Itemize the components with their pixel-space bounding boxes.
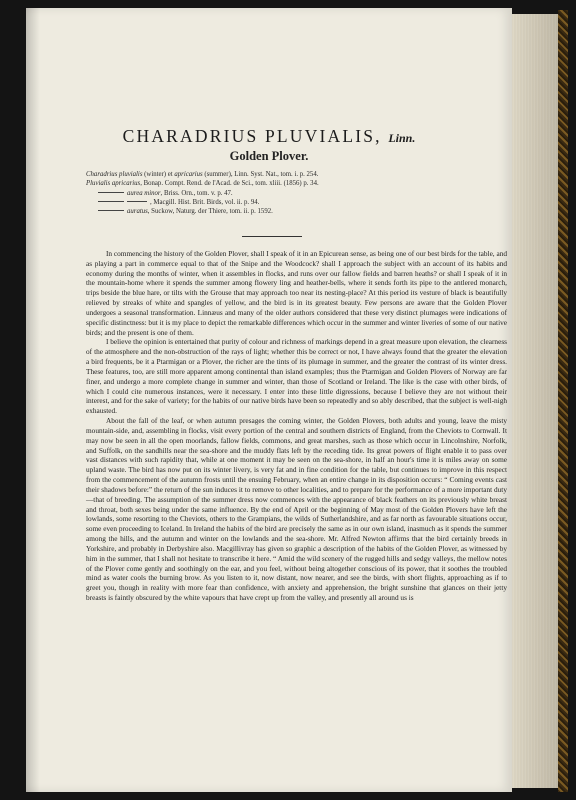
- page-title: [26, 126, 512, 147]
- synonym-line: aurea minor, Briss. Orn., tom. v. p. 47.: [86, 189, 486, 198]
- synonym-line: auratus, Suckow, Naturg. der Thiere, tom. ii. p. 1592.: [86, 207, 486, 216]
- paragraph: About the fall of the leaf, or when autumn presages the coming winter, the Golden Plovers, both adults and young, leave the misty mountain-side, and, assembling in flocks, visit every portion of the central and southern districts of England, from the Cheviots to Cornwall. It may now be seen in all the open moorlands, fallow fields, commons, and great marshes, such as those which occur in Lincolnshire, Norfolk, and Suffolk, on the sandhills near the sea-shore and the muddy flats left by the receding tide. Its great powers of flight enable it to pass over vast distances with such rapidity that, while at one moment it may be seen on the sea-shore, in half an hour's time it is miles away on some upland waste. The bird has now put on its winter livery, is very fat and in fine condition for the table, but continues to improve in this respect from the commencement of the autumn frosts until the ensuing February, when an entire change in its disposition occurs: “ Coming events cast their shadows before:” the return of the sun induces it to remove to other localities, and to prepare for the performance of a more important duty—that of breeding. The assumption of the summer dress now commences with the appearance of black feathers on its previously white breast and throat, both sexes being under the same influence. By the end of April or the beginning of May most of the Golden Plovers have left the lowlands, some resorting to the Cheviots, others to the Grampians, the wilds of Sutherlandshire, and as far north as favourable situations occur, some even proceeding to Iceland. In Ireland the habits of the bird are precisely the same as in our own island, inasmuch as it spends the summer among the hills, and the autumn and winter on the lowlands and the sea-shore. Mr. Alfred Newton affirms that the bird certainly breeds in Yorkshire, and probably in Derbyshire also. Macgillivray has given so graphic a description of the habits of the Golden Plover, as witnessed by him in the summer, that I shall not hesitate to transcribe it here. “ Amid the wild scenery of the rugged hills and sedgy valleys, the mellow notes of the Plover come gently and soothingly on the ear, and you feel, without being altogether conscious of its power, that it soothes the troubled mind as water cools the burning brow. As you listen to it, now distant, now nearer, and see the birds, with short flights, approaching as if to greet you, though in reality with more fear than confidence, with anxiety and apprehension, the bright sunshine that glances on their jetty breasts is faintly obscured by the white vapours that have crept up from the valley, and presently all around us is: [86, 416, 507, 602]
- page-edges: [512, 14, 562, 788]
- ditto-dash: [98, 201, 124, 202]
- ditto-dash: [98, 210, 124, 211]
- synonym-line: Charadrius pluvialis (winter) et apricarius (summer), Linn. Syst. Nat., tom. i. p. 254.: [86, 171, 319, 178]
- body-text: [86, 249, 507, 603]
- paragraph: In commencing the history of the Golden Plover, shall I speak of it in an Epicurean sense, as being one of our best birds for the table, and as playing a part in commerce equal to that of the Snipe and the Woodcock? shall I approach the subject with an account of its habits and economy during the months of winter, when it assembles in flocks, and runs over our fallow fields and barren heaths? or shall I speak of it in the mountain-home where it spends the summer among flowery ling and heather-bells, where it sends forth its pipe to the antlered monarch, trips beside the blue hare, or tilts with the Grouse that may approach too near its nesting-place? At this period its vesture of black is beautifully relieved by streaks of white and spangles of yellow, and the bird is in its greatest beauty. Few persons are aware that the Golden Plover undergoes a seasonal transformation. Linnæus and many of the older authors considered that these very distinct plumages were indications of specific distinctness: but it is my place to depict the remarkable differences which occur in the summer and winter liveries of some of our native birds; and the present is one of them.: [86, 249, 507, 337]
- book-page: [26, 8, 512, 792]
- synonymy-list: [86, 170, 486, 216]
- synonym-line: , Macgill. Hist. Brit. Birds, vol. ii. p. 94.: [86, 198, 486, 207]
- species-authority: Linn.: [388, 131, 416, 145]
- common-name: Golden Plover.: [229, 149, 309, 163]
- paragraph: I believe the opinion is entertained that purity of colour and richness of markings depend in a great measure upon elevation, the clearness of the atmosphere and the non-obstruction of the rays of light; whether this be correct or not, I have always found that the greater the elevation a bird frequents, be it a Ptarmigan or a Plover, the richer are the tints of its plumage in summer, and the greater the contrast of its winter dress. These features, too, are still more apparent among continental than island examples; thus the Ptarmigan and Golden Plovers of Norway are far finer, and undergo a more complete change in summer and winter, than those of Scotland or Ireland. The like is the case with other birds, of which I could cite numerous instances, were it necessary. I enter into these little digressions, because I believe they are not without their interest, and for the sake of variety; for the habits of our native birds have been so repeatedly and so ably described, that the subject is well-nigh exhausted.: [86, 337, 507, 416]
- ditto-dash: [98, 192, 124, 193]
- synonym-line: Pluvialis apricarius, Bonap. Compt. Rend. de l'Acad. de Sci., tom. xliii. (1856) p. 34.: [86, 180, 319, 188]
- ditto-dash: [127, 201, 147, 202]
- book-cover-edge: [558, 10, 568, 792]
- species-name: CHARADRIUS PLUVIALIS,: [122, 126, 382, 146]
- section-rule: [242, 236, 302, 237]
